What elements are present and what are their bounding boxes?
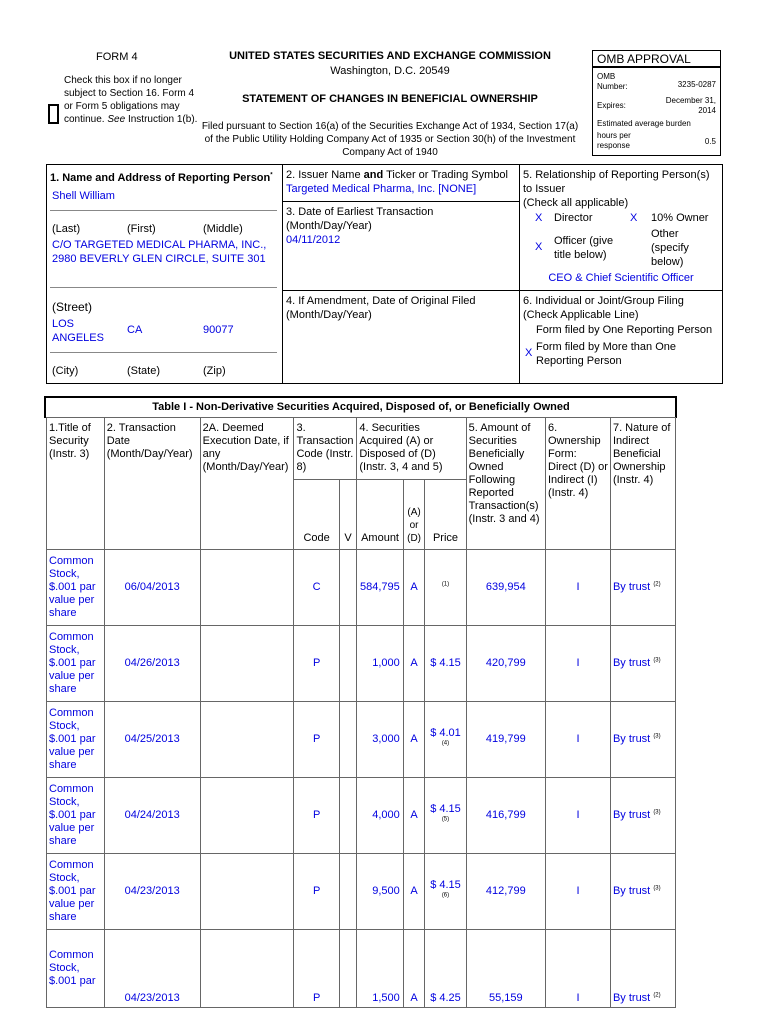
nature-of-ownership-text: By trust (612, 809, 651, 821)
officer-checkbox[interactable]: X (535, 241, 543, 253)
transaction-date (104, 626, 200, 702)
amount-owned (466, 778, 545, 854)
amount (357, 702, 403, 778)
nature-of-ownership-text: By trust (612, 992, 651, 1004)
security-title (47, 702, 105, 778)
nature-of-ownership-text: By trust (612, 657, 651, 669)
middle-label: (Middle) (203, 223, 243, 235)
more-than-one-checkbox[interactable]: X (525, 347, 533, 359)
section4-label: 4. If Amendment, Date of Original Filed (Month/Day/Year) (286, 295, 476, 321)
omb-hours-value: 0.5 (704, 137, 716, 146)
security-title-text: Common Stock, $.001 par value per share (49, 555, 96, 619)
table-row (47, 930, 676, 1008)
amount-owned-text: 419,799 (485, 733, 526, 745)
ownership-form-text: I (576, 733, 580, 745)
transaction-code (294, 854, 339, 930)
ten-percent-owner-label: 10% Owner (651, 212, 709, 224)
transaction-code (294, 626, 339, 702)
table1-title: Table I - Non-Derivative Securities Acquired, Disposed of, or Beneficially Owned (152, 401, 570, 413)
col-header-nature: 7. Nature of Indirect Beneficial Ownership (Instr. 4) (610, 418, 675, 550)
acquired-or-disposed-text: A (410, 733, 418, 745)
acquired-or-disposed (403, 930, 425, 1008)
other-label: Other (specify below) (651, 228, 689, 268)
section1-label: 1. Name and Address of Reporting Person* (50, 172, 273, 184)
price (425, 930, 466, 1008)
omb-title: OMB APPROVAL (597, 52, 691, 66)
transaction-date (104, 854, 200, 930)
price-text: $ 4.15 (430, 657, 461, 669)
first-label: (First) (127, 223, 156, 235)
amount (357, 854, 403, 930)
deemed-date (200, 930, 294, 1008)
security-title (47, 930, 105, 1008)
amount (357, 626, 403, 702)
ownership-form (546, 550, 611, 626)
state-label: (State) (127, 365, 161, 377)
ownership-form (546, 778, 611, 854)
amount-owned (466, 930, 545, 1008)
subheader-a-or-d: (A) or (D) (403, 480, 425, 550)
director-checkbox[interactable]: X (535, 212, 543, 224)
reporting-state: CA (127, 324, 143, 336)
amount (357, 930, 403, 1008)
form-number: FORM 4 (96, 51, 138, 63)
amount-owned-text: 55,159 (488, 992, 523, 1004)
amount-text: 9,500 (372, 885, 400, 897)
subheader-code: Code (294, 480, 339, 550)
agency-city: Washington, D.C. 20549 (330, 65, 450, 77)
amount-owned (466, 626, 545, 702)
amount-owned-text: 420,799 (485, 657, 526, 669)
security-title-text: Common Stock, $.001 par value per share (49, 859, 96, 923)
col-header-amount-owned: 5. Amount of Securities Beneficially Owned Following Reported Transaction(s) (Instr. 3 and 4) (466, 418, 545, 550)
transaction-date (104, 778, 200, 854)
col-header-transaction-code: 3. Transaction Code (Instr. 8) (294, 418, 357, 480)
amount (357, 550, 403, 626)
zip-label: (Zip) (203, 365, 226, 377)
v-cell (339, 930, 357, 1008)
footnote-ref: (3) (653, 657, 661, 664)
price-text: $ 4.01 (430, 726, 461, 739)
col-header-securities-acquired: 4. Securities Acquired (A) or Disposed of (D) (Instr. 3, 4 and 5) (357, 418, 466, 480)
acquired-or-disposed (403, 550, 425, 626)
ownership-form (546, 702, 611, 778)
deemed-date (200, 702, 294, 778)
transaction-code (294, 778, 339, 854)
omb-number-label: OMB Number: (597, 72, 628, 91)
transaction-code-text: P (312, 992, 321, 1004)
v-cell (339, 702, 357, 778)
price-text: $ 4.25 (430, 992, 461, 1004)
price (425, 550, 466, 626)
nature-of-ownership-text: By trust (612, 885, 651, 897)
transaction-date-text: 04/24/2013 (124, 809, 180, 821)
v-cell (339, 778, 357, 854)
price (425, 702, 466, 778)
table-row (47, 854, 676, 930)
section2-label: 2. Issuer Name and Ticker or Trading Symbol (286, 169, 508, 181)
security-title-text: Common Stock, $.001 par value per share (49, 783, 96, 847)
acquired-or-disposed (403, 778, 425, 854)
deemed-date (200, 854, 294, 930)
ten-percent-owner-checkbox[interactable]: X (630, 212, 638, 224)
amount-owned (466, 702, 545, 778)
agency-name: UNITED STATES SECURITIES AND EXCHANGE COMMISSION (229, 50, 551, 62)
issuer-name: Targeted Medical Pharma, Inc. [NONE] (286, 183, 477, 195)
v-cell (339, 854, 357, 930)
nature-of-ownership (610, 550, 675, 626)
table-row (47, 702, 676, 778)
acquired-or-disposed (403, 702, 425, 778)
security-title (47, 550, 105, 626)
transaction-date (104, 930, 200, 1008)
price (425, 778, 466, 854)
transaction-date-text: 06/04/2013 (124, 581, 180, 593)
amount-text: 1,000 (372, 657, 400, 669)
acquired-or-disposed-text: A (410, 581, 418, 593)
acquired-or-disposed-text: A (410, 657, 418, 669)
transaction-code-text: C (312, 581, 321, 593)
ownership-form-text: I (576, 885, 580, 897)
one-reporting-person-label: Form filed by One Reporting Person (536, 324, 713, 336)
more-than-one-label: Form filed by More than One Reporting Person (536, 341, 677, 367)
deemed-date (200, 778, 294, 854)
transaction-code (294, 550, 339, 626)
footnote-ref: (4) (441, 739, 450, 746)
omb-hours-label: hours per response (597, 131, 631, 150)
footnote-ref: (2) (653, 581, 661, 588)
reporting-city: LOS ANGELES (52, 318, 104, 344)
earliest-transaction-date: 04/11/2012 (286, 234, 341, 246)
ownership-form (546, 930, 611, 1008)
ownership-form-text: I (576, 809, 580, 821)
price (425, 626, 466, 702)
nature-of-ownership-text: By trust (612, 733, 651, 745)
footnote-ref: (2) (653, 992, 661, 999)
amount-owned-text: 412,799 (485, 885, 526, 897)
footnote-ref: (1) (441, 581, 450, 588)
transaction-date-text: 04/23/2013 (124, 992, 180, 1004)
amount-owned (466, 550, 545, 626)
amount-owned-text: 416,799 (485, 809, 526, 821)
security-title (47, 626, 105, 702)
subheader-v: V (339, 480, 357, 550)
ownership-form-text: I (576, 581, 580, 593)
transaction-code (294, 702, 339, 778)
col-header-ownership-form: 6. Ownership Form: Direct (D) or Indirect (I) (Instr. 4) (546, 418, 611, 550)
security-title-text: Common Stock, $.001 par (49, 949, 96, 987)
table-row (47, 626, 676, 702)
price-text: $ 4.15 (430, 802, 461, 815)
footnote-ref: (3) (653, 809, 661, 816)
amount (357, 778, 403, 854)
nature-of-ownership (610, 702, 675, 778)
table1 (46, 417, 676, 1008)
v-cell (339, 626, 357, 702)
acquired-or-disposed-text: A (410, 885, 418, 897)
director-label: Director (554, 212, 593, 224)
table-row (47, 550, 676, 626)
transaction-code (294, 930, 339, 1008)
amount-text: 584,795 (359, 581, 400, 593)
ownership-form-text: I (576, 992, 580, 1004)
footnote-ref: (3) (653, 885, 661, 892)
ownership-form (546, 854, 611, 930)
security-title (47, 778, 105, 854)
acquired-or-disposed (403, 626, 425, 702)
transaction-code-text: P (312, 657, 321, 669)
acquired-or-disposed-text: A (410, 992, 418, 1004)
security-title-text: Common Stock, $.001 par value per share (49, 707, 96, 771)
transaction-code-text: P (312, 885, 321, 897)
acquired-or-disposed (403, 854, 425, 930)
nature-of-ownership (610, 778, 675, 854)
v-cell (339, 550, 357, 626)
subheader-price: Price (425, 480, 466, 550)
city-label: (City) (52, 365, 79, 377)
amount-text: 1,500 (372, 992, 400, 1004)
filed-pursuant-text: Filed pursuant to Section 16(a) of the Securities Exchange Act of 1934, Section 17(a) of the Public Utility Holding Company Act of 1935 or Section 30(h) of the Investment Company Act of 1940 (201, 121, 579, 158)
check-box-text: Check this box if no longer subject to Section 16. Form 4 or Form 5 obligations may continue. See Instruction 1(b). (64, 75, 198, 125)
footnote-ref: (5) (441, 815, 450, 822)
amount-text: 3,000 (372, 733, 400, 745)
section3-label: 3. Date of Earliest Transaction (Month/Day/Year) (286, 206, 434, 232)
section5-label: 5. Relationship of Reporting Person(s) to Issuer (523, 169, 710, 195)
reporting-address: C/O TARGETED MEDICAL PHARMA, INC., 2980 BEVERLY GLEN CIRCLE, SUITE 301 (52, 239, 267, 265)
amount-text: 4,000 (372, 809, 400, 821)
col-header-transaction-date: 2. Transaction Date (Month/Day/Year) (104, 418, 200, 550)
form-title: STATEMENT OF CHANGES IN BENEFICIAL OWNERSHIP (242, 93, 538, 105)
transaction-date (104, 550, 200, 626)
transaction-code-text: P (312, 733, 321, 745)
reporting-zip: 90077 (203, 324, 234, 336)
acquired-or-disposed-text: A (410, 809, 418, 821)
amount-owned-text: 639,954 (485, 581, 526, 593)
footnote-ref: (3) (653, 733, 661, 740)
reporting-person-name: Shell William (52, 190, 115, 202)
officer-title: CEO & Chief Scientific Officer (548, 272, 694, 284)
deemed-date (200, 626, 294, 702)
omb-expires-label: Expires: (597, 101, 626, 110)
omb-burden-label: Estimated average burden (597, 119, 691, 128)
street-label: (Street) (52, 300, 93, 314)
transaction-code-text: P (312, 809, 321, 821)
price-text: $ 4.15 (430, 878, 461, 891)
omb-number-value: 3235-0287 (677, 80, 716, 89)
footnote-ref: (6) (441, 891, 450, 898)
last-label: (Last) (52, 223, 81, 235)
subheader-amount: Amount (357, 480, 403, 550)
nature-of-ownership (610, 854, 675, 930)
check-all-applicable: (Check all applicable) (523, 197, 629, 209)
omb-expires-value: December 31, 2014 (665, 96, 716, 115)
ownership-form-text: I (576, 657, 580, 669)
transaction-date-text: 04/23/2013 (124, 885, 180, 897)
table-row (47, 778, 676, 854)
nature-of-ownership (610, 930, 675, 1008)
section16-checkbox[interactable] (48, 104, 59, 124)
nature-of-ownership (610, 626, 675, 702)
price (425, 854, 466, 930)
transaction-date (104, 702, 200, 778)
transaction-date-text: 04/26/2013 (124, 657, 180, 669)
col-header-security: 1.Title of Security (Instr. 3) (47, 418, 105, 550)
nature-of-ownership-text: By trust (612, 581, 651, 593)
amount-owned (466, 854, 545, 930)
officer-label: Officer (give title below) (554, 235, 614, 261)
deemed-date (200, 550, 294, 626)
ownership-form (546, 626, 611, 702)
transaction-date-text: 04/25/2013 (124, 733, 180, 745)
security-title (47, 854, 105, 930)
security-title-text: Common Stock, $.001 par value per share (49, 631, 96, 695)
section6-label: 6. Individual or Joint/Group Filing (Check Applicable Line) (523, 295, 684, 321)
col-header-deemed-date: 2A. Deemed Execution Date, if any (Month/Day/Year) (200, 418, 294, 550)
